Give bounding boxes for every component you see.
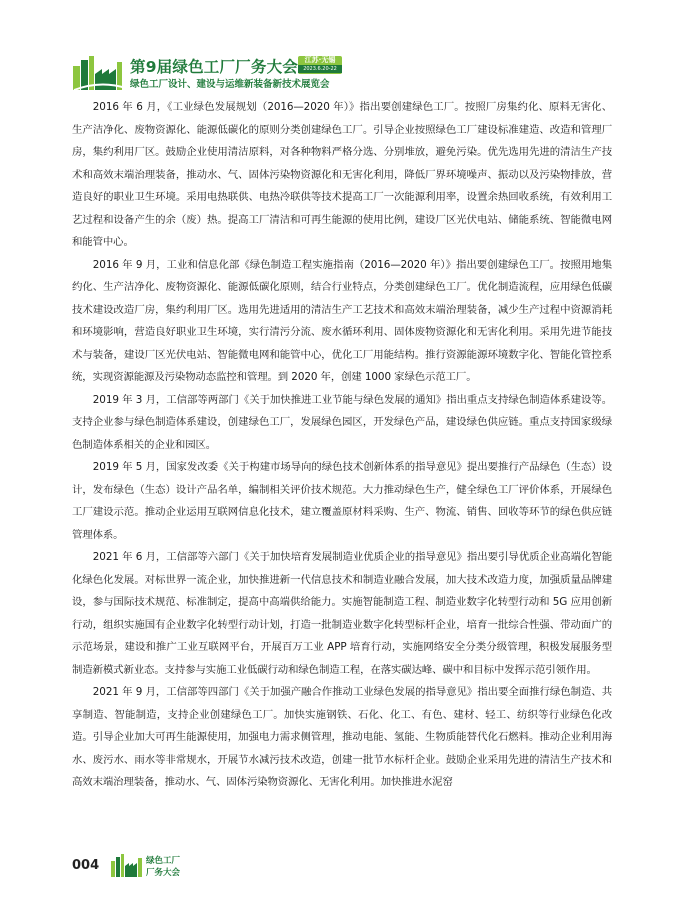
page-header: [72, 52, 492, 92]
paragraph: 2021 年 9 月，工信部等四部门《关于加强产融合作推动工业绿色发展的指导意见》指出要全面推行绿色制造、共享制造、智能制造，支持企业创建绿色工厂。加快实施钢铁、石化、化工、有色、建材、轻工、纺织等行业绿色化改造。引导企业加大可再生能源使用，加强电力需求侧管理，推动电能、氢能、生物质能替代化石燃料。推动企业利用海水、废污水、雨水等非常规水，开展节水减污技术改造，创建一批节水标杆企业。鼓励企业采用先进的清洁生产技术和高效末端治理装备，推动水、气、固体污染物资源化、无害化利用。加快推进水泥窑: [72, 686, 612, 788]
conference-subtitle: 绿色工厂设计、建设与运维新装备新技术展览会: [130, 79, 330, 90]
page-number: 004: [72, 858, 100, 873]
paragraph: 2021 年 6 月，工信部等六部门《关于加快培育发展制造业优质企业的指导意见》指出要引导优质企业高端化智能化绿色化发展。对标世界一流企业，加快推进新一代信息技术和制造业融合发展，加大技术改造力度，加强质量品牌建设，参与国际技术规范、标准制定，提高中高端供给能力。实施智能制造工程、制造业数字化转型行动和 5G 应用创新行动，组织实施国有企业数字化转型行动计划，打造一批制造业数字化转型标杆企业，培育一批综合性强、带动面广的示范场景，建设和推广工业互联网平台，开展百万工业 APP 培育行动，实施网络安全分类分级管理，积极发展服务型制造新模式新业态。支持参与实施工业低碳行动和绿色制造工程，在落实碳达峰、碳中和目标中发挥示范引领作用。: [72, 551, 612, 676]
footer-brand-line1: 绿色工厂: [146, 856, 181, 866]
paragraph: 2019 年 5 月，国家发改委《关于构建市场导向的绿色技术创新体系的指导意见》提出要推行产品绿色（生态）设计，发布绿色（生态）设计产品名单，编制相关评价技术规范。大力推动绿色生产，健全绿色工厂评价体系，开展绿色工厂建设示范。推动企业运用互联网信息化技术，建立覆盖原材料采购、生产、物流、销售、回收等环节的绿色供应链管理体系。: [72, 461, 612, 541]
page-footer: [72, 852, 292, 880]
badge-date: 2023.6.20-22: [298, 65, 342, 73]
paragraph: 2016 年 9 月，工业和信息化部《绿色制造工程实施指南（2016—2020 年）》指出要创建绿色工厂。按照用地集约化、生产洁净化、废物资源化、能源低碳化原则，结合行业特点，分类创建绿色工厂。优化制造流程，应用绿色低碳技术建设改造厂房，集约利用厂区。选用先进适用的清洁生产工艺技术和高效末端治理装备，减少生产过程中资源消耗和环境影响，营造良好职业卫生环境，实行清污分流、废水循环利用、固体废物资源化和无害化利用。采用先进节能技术与装备，建设厂区光伏电站、智能微电网和能管中心，优化工厂用能结构。推行资源能源环境数字化、智能化管控系统，实现资源能源及污染物动态监控和管理。到 2020 年，创建 1000 家绿色示范工厂。: [72, 258, 612, 383]
footer-logo-icon: [110, 852, 144, 878]
conference-title: 第9届绿色工厂厂务大会: [130, 58, 298, 76]
paragraph: 2019 年 3 月，工信部等两部门《关于加快推进工业节能与绿色发展的通知》指出重点支持绿色制造体系建设等。支持企业参与绿色制造体系建设，创建绿色工厂，发展绿色园区，开发绿色产品，建设绿色供应链。重点支持国家级绿色制造体系相关的企业和园区。: [72, 393, 612, 451]
article-body: [72, 96, 612, 794]
paragraph: 2016 年 6 月，《工业绿色发展规划（2016—2020 年）》指出要创建绿色工厂。按照厂房集约化、原料无害化、生产洁净化、废物资源化、能源低碳化的原则分类创建绿色工厂。引导企业按照绿色工厂建设标准建造、改造和管理厂房，集约利用厂区。鼓励企业使用清洁原料，对各种物料严格分选、分别堆放，避免污染。优先选用先进的清洁生产技术和高效末端治理装备，推动水、气、固体污染物资源化和无害化利用，降低厂界环境噪声、振动以及污染物排放，营造良好的职业卫生环境。采用电热联供、电热冷联供等技术提高工厂一次能源利用率，设置余热回收系统，有效利用工艺过程和设备产生的余（废）热。提高工厂清洁和可再生能源的使用比例，建设厂区光伏电站、储能系统、智能微电网和能管中心。: [72, 101, 612, 248]
location-date-badge: [298, 56, 342, 74]
green-factory-logo-icon: [72, 52, 128, 92]
footer-brand-line2: 厂务大会: [146, 868, 181, 878]
badge-location: 江苏·无锡: [304, 56, 336, 64]
